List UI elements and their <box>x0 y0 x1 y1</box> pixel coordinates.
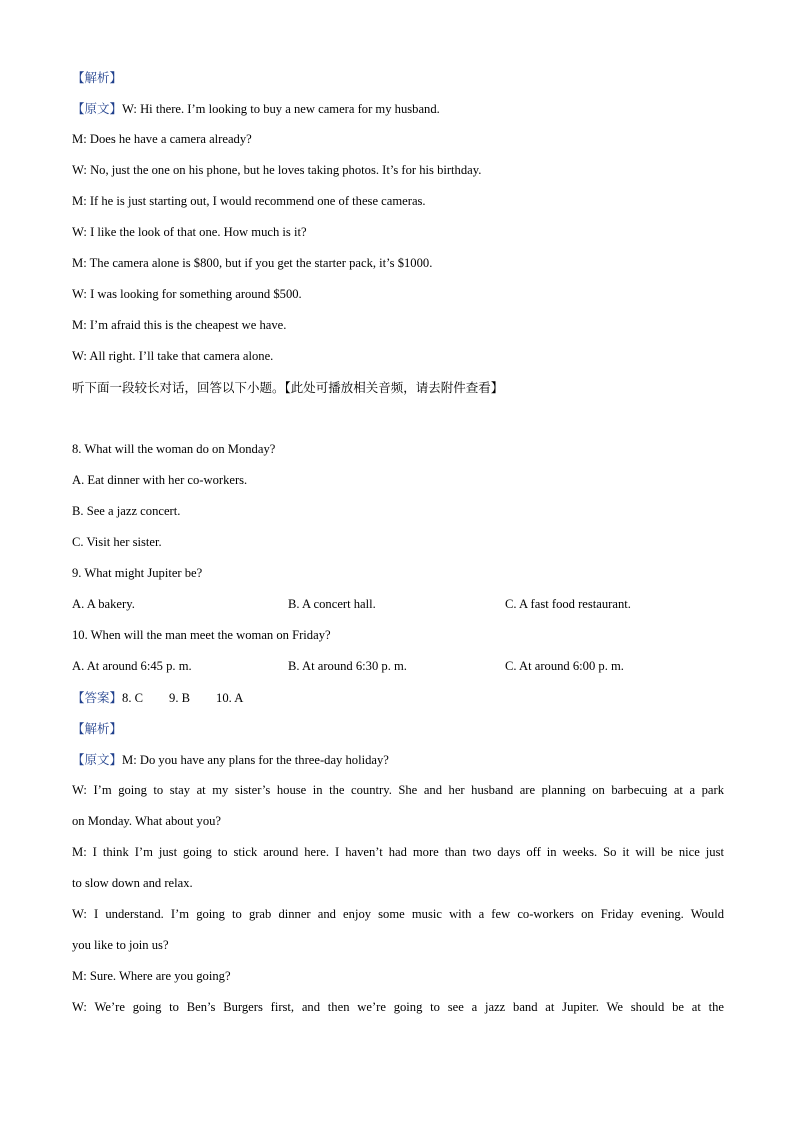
spacer <box>72 403 724 434</box>
transcript-line: W: I’m going to stay at my sister’s house in the country. She and her husband are planning on barbecuing at a park <box>72 783 724 797</box>
document-page <box>72 62 724 1023</box>
question-8-option-b: B. See a jazz concert. <box>72 504 181 518</box>
transcript-line: W: We’re going to Ben’s Burgers first, and then we’re going to see a jazz band at Jupiter. We should be at the <box>72 1000 724 1014</box>
question-9-option-c: C. A fast food restaurant. <box>505 597 631 611</box>
transcript-line: you like to join us? <box>72 938 169 952</box>
transcript-line: to slow down and relax. <box>72 876 193 890</box>
answer-9: 9. B <box>169 691 191 705</box>
transcript-line: M: Does he have a camera already? <box>72 132 252 146</box>
question-9-option-b: B. A concert hall. <box>288 597 376 611</box>
transcript-line: M: The camera alone is $800, but if you get the starter pack, it’s $1000. <box>72 256 433 270</box>
transcript-line: 【原文】W: Hi there. I’m looking to buy a new camera for my husband. <box>72 101 440 116</box>
answer-line: 【答案】8. C 9. B 10. A <box>72 690 244 705</box>
transcript-line: W: All right. I’ll take that camera alone. <box>72 349 274 363</box>
question-8-option-c: C. Visit her sister. <box>72 535 162 549</box>
transcript-line: on Monday. What about you? <box>72 814 221 828</box>
question-10-options <box>72 651 724 682</box>
transcript-line: W: I was looking for something around $500. <box>72 287 302 301</box>
transcript-line: M: I think I’m just going to stick around here. I haven’t had more than two days off in weeks. So it will be nice just <box>72 845 724 859</box>
transcript-line: W: No, just the one on his phone, but he loves taking photos. It’s for his birthday. <box>72 163 482 177</box>
transcript-line: M: I’m afraid this is the cheapest we have. <box>72 318 287 332</box>
transcript-line: W: I understand. I’m going to grab dinner and enjoy some music with a few co-workers on Friday evening. Would <box>72 907 724 921</box>
transcript-line: 【原文】M: Do you have any plans for the three-day holiday? <box>72 752 389 767</box>
question-9-options <box>72 589 724 620</box>
question-10-option-c: C. At around 6:00 p. m. <box>505 659 624 673</box>
question-9-option-a: A. A bakery. <box>72 597 135 611</box>
question-9-stem: 9. What might Jupiter be? <box>72 566 203 580</box>
answer-8: 8. C <box>122 691 144 705</box>
question-10-option-b: B. At around 6:30 p. m. <box>288 659 407 673</box>
analysis-heading: 【解析】 <box>72 70 123 85</box>
question-8-stem: 8. What will the woman do on Monday? <box>72 442 276 456</box>
question-8-option-a: A. Eat dinner with her co-workers. <box>72 473 248 487</box>
question-10-stem: 10. When will the man meet the woman on Friday? <box>72 628 331 642</box>
transcript-line: M: Sure. Where are you going? <box>72 969 231 983</box>
answer-10: 10. A <box>216 691 244 705</box>
analysis-heading: 【解析】 <box>72 721 123 736</box>
transcript-line: W: I like the look of that one. How much is it? <box>72 225 307 239</box>
listening-instruction: 听下面一段较长对话，回答以下小题。【此处可播放相关音频，请去附件查看】 <box>72 380 504 395</box>
transcript-line: M: If he is just starting out, I would recommend one of these cameras. <box>72 194 426 208</box>
question-10-option-a: A. At around 6:45 p. m. <box>72 659 192 673</box>
